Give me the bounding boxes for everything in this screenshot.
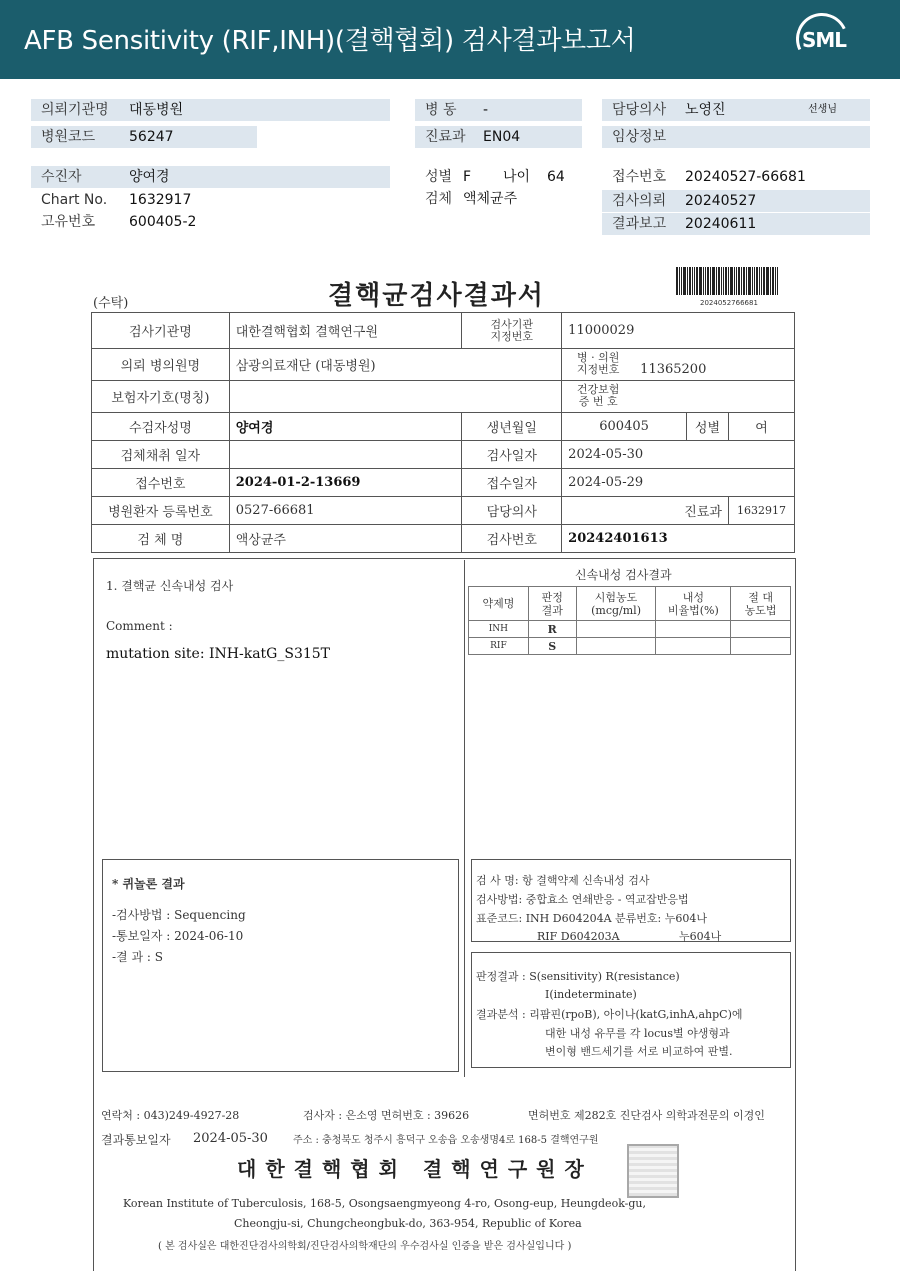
cell: 2024-05-29 (562, 469, 795, 497)
license: 면허번호 제282호 진단검사 의학과전문의 이경인 (528, 1109, 765, 1122)
info-line: 검 사 명: 항 결핵약제 신속내성 검사 (476, 874, 650, 887)
section-title: 1. 결핵균 신속내성 검사 (106, 579, 234, 593)
chart-field (31, 189, 390, 211)
quinolone-method: -검사방법 : Sequencing (112, 908, 246, 922)
notice-date: 2024-05-30 (193, 1131, 268, 1146)
report-value: 20240611 (685, 216, 757, 232)
address-en: Korean Institute of Tuberculosis, 168-5, Osongsaengmyeong 4-ro, Osong-eup, Heungdeok-gu, (123, 1197, 647, 1210)
cell: 병원환자 등록번호 (92, 497, 230, 525)
report-title: AFB Sensitivity (RIF,INH)(결핵협회) 검사결과보고서 (24, 26, 636, 56)
contact: 연락처 : 043)249-4927-28 (101, 1109, 240, 1122)
receipt-label: 접수번호 (612, 169, 667, 185)
doc-title: 결핵균검사결과서 (328, 281, 545, 311)
table-row (92, 525, 795, 553)
sens-cell: S (528, 638, 576, 655)
cell: 20242401613 (562, 525, 795, 553)
sens-cell (576, 621, 656, 638)
cell: 진료과 (562, 497, 729, 525)
barcode-text: 2024052766681 (700, 299, 758, 307)
dept-value: EN04 (483, 129, 521, 145)
quinolone-result: -결 과 : S (112, 950, 163, 964)
sml-logo (796, 13, 852, 65)
institute-name: 대한결핵협회 결핵연구원장 (237, 1157, 593, 1181)
sens-cell (656, 621, 731, 638)
sens-cell: RIF (469, 638, 529, 655)
patient-value: 양여경 (129, 169, 170, 185)
cell: 양여경 (229, 413, 462, 441)
analysis-line: 변이형 밴드세기를 서로 비교하여 판별. (545, 1045, 733, 1058)
cell: 검 체 명 (92, 525, 230, 553)
sens-heading: 신속내성 검사결과 (575, 568, 672, 582)
ward-value: - (483, 102, 489, 118)
table-row (469, 621, 791, 638)
info-line: RIF D604203A 누604나 (537, 930, 722, 943)
info-table (91, 312, 795, 553)
table-row (92, 413, 795, 441)
table-row (92, 441, 795, 469)
table-row (92, 497, 795, 525)
age-value: 64 (547, 169, 565, 185)
chart-value: 1632917 (129, 192, 192, 208)
address: 주소 : 충청북도 청주시 흥덕구 오송읍 오송생명4로 168-5 결핵연구원 (293, 1135, 599, 1146)
cell: 2024-01-2-13669 (229, 469, 462, 497)
sens-col-header: 시험농도 (mcg/ml) (576, 587, 656, 621)
sens-col-header: 절 대 농도법 (731, 587, 791, 621)
sens-cell (731, 621, 791, 638)
specimen-value: 액체균주 (463, 191, 518, 207)
table-row (92, 349, 795, 381)
doctor-field (602, 99, 870, 121)
cell-value: 11365200 (640, 362, 707, 377)
cell: 액상균주 (229, 525, 462, 553)
cell: 2024-05-30 (562, 441, 795, 469)
cell: 1632917 (728, 497, 794, 525)
ward-field (415, 99, 582, 121)
request-value: 20240527 (685, 193, 757, 209)
analysis-line: 대한 내성 유무를 각 locus별 야생형과 (545, 1027, 730, 1040)
clinical-field (602, 126, 870, 148)
quinolone-notify: -통보일자 : 2024-06-10 (112, 929, 244, 943)
receipt-field (602, 166, 870, 188)
cell: 담당의사 (462, 497, 562, 525)
official-seal (627, 1144, 679, 1198)
doctor-label: 담당의사 (612, 102, 667, 118)
request-label: 검사의뢰 (612, 193, 667, 209)
judge-line: 판정결과 : S(sensitivity) R(resistance) (476, 970, 680, 983)
clinical-label: 임상정보 (612, 129, 667, 145)
hospital-code-value: 56247 (129, 129, 174, 145)
patient-label: 수진자 (41, 169, 82, 185)
hospital-code-label: 병원코드 (41, 129, 96, 145)
ward-label: 병 동 (425, 102, 457, 118)
cell (562, 381, 795, 413)
address-en: Cheongju-si, Chungcheongbuk-do, 363-954, Republic of Korea (234, 1217, 582, 1230)
receipt-value: 20240527-66681 (685, 169, 806, 185)
cell: 대한결핵협회 결핵연구원 (229, 313, 462, 349)
comment-label: Comment : (106, 619, 173, 633)
judge-line: I(indeterminate) (545, 988, 637, 1001)
cell-label: 병 · 의원 지정번호 (576, 351, 620, 376)
institution-label: 의뢰기관명 (41, 102, 109, 118)
patient-field (31, 166, 390, 188)
doctor-note: 선생님 (808, 104, 837, 115)
sex-age-field (415, 166, 585, 188)
unique-value: 600405-2 (129, 214, 197, 230)
sens-col-header: 약제명 (469, 587, 529, 621)
sens-table (468, 586, 791, 655)
institution-value: 대동병원 (129, 102, 184, 118)
cell: 검사기관명 (92, 313, 230, 349)
table-row (92, 469, 795, 497)
table-row (469, 587, 791, 621)
sens-col-header: 판정 결과 (528, 587, 576, 621)
cell: 검사기관 지정번호 (462, 313, 562, 349)
cell: 0527-66681 (229, 497, 462, 525)
cell: 접수일자 (462, 469, 562, 497)
sens-cell (731, 638, 791, 655)
analysis-line: 결과분석 : 리팜핀(rpoB), 아이나(katG,inhA,ahpC)에 (476, 1008, 743, 1021)
cell (229, 381, 561, 413)
doctor-value: 노영진 (685, 102, 726, 118)
mutation-text: mutation site: INH-katG_S315T (106, 646, 331, 662)
cell: 검사일자 (462, 441, 562, 469)
cell: 600405 (562, 413, 687, 441)
barcode (676, 267, 779, 295)
cell: 생년월일 (462, 413, 562, 441)
cell: 11000029 (562, 313, 795, 349)
sens-col-header: 내성 비율법(%) (656, 587, 731, 621)
cell: 성별 (687, 413, 729, 441)
divider (464, 560, 465, 1077)
logo-text: SML (802, 28, 847, 52)
chart-label: Chart No. (41, 192, 108, 208)
cell: 삼광의료재단 (대동병원) (229, 349, 561, 381)
sex-label: 성별 (425, 169, 453, 185)
cell: 수검자성명 (92, 413, 230, 441)
cell (229, 441, 462, 469)
cell: 검사번호 (462, 525, 562, 553)
institution-field (31, 99, 390, 121)
sens-cell: INH (469, 621, 529, 638)
dept-field (415, 126, 582, 148)
cell: 여 (728, 413, 794, 441)
cell: 검체채취 일자 (92, 441, 230, 469)
examiner: 검사자 : 은소영 면허번호 : 39626 (303, 1109, 470, 1122)
report-field (602, 213, 870, 235)
cell (562, 349, 795, 381)
specimen-field (415, 188, 585, 210)
hospital-code-field (31, 126, 257, 148)
sens-cell (576, 638, 656, 655)
sex-value: F (463, 169, 472, 185)
cell-label: 건강보험 증 번 호 (576, 383, 620, 408)
table-row (92, 313, 795, 349)
request-field (602, 190, 870, 212)
handwrite-tag: (수탁) (93, 296, 129, 311)
report-label: 결과보고 (612, 216, 667, 232)
notice-label: 결과통보일자 (101, 1133, 171, 1147)
unique-label: 고유번호 (41, 214, 96, 230)
sens-cell: R (528, 621, 576, 638)
info-line: 표준코드: INH D604204A 분류번호: 누604나 (476, 912, 707, 925)
info-line: 검사방법: 중합효소 연쇄반응 - 역교잡반응법 (476, 893, 689, 906)
header-bar (0, 0, 900, 79)
specimen-label: 검체 (425, 191, 453, 207)
table-row (92, 381, 795, 413)
scanned-report (0, 255, 900, 1271)
table-row (469, 638, 791, 655)
cell: 보험자기호(명칭) (92, 381, 230, 413)
certification: ( 본 검사실은 대한진단검사의학회/진단검사의학재단의 우수검사실 인증을 받은 검사실입니다 ) (158, 1241, 572, 1252)
unique-field (31, 211, 390, 233)
cell: 의뢰 병의원명 (92, 349, 230, 381)
dept-label: 진료과 (425, 129, 466, 145)
age-label: 나이 (503, 169, 531, 185)
cell: 접수번호 (92, 469, 230, 497)
sens-cell (656, 638, 731, 655)
quinolone-title: * 퀴놀론 결과 (112, 877, 185, 891)
